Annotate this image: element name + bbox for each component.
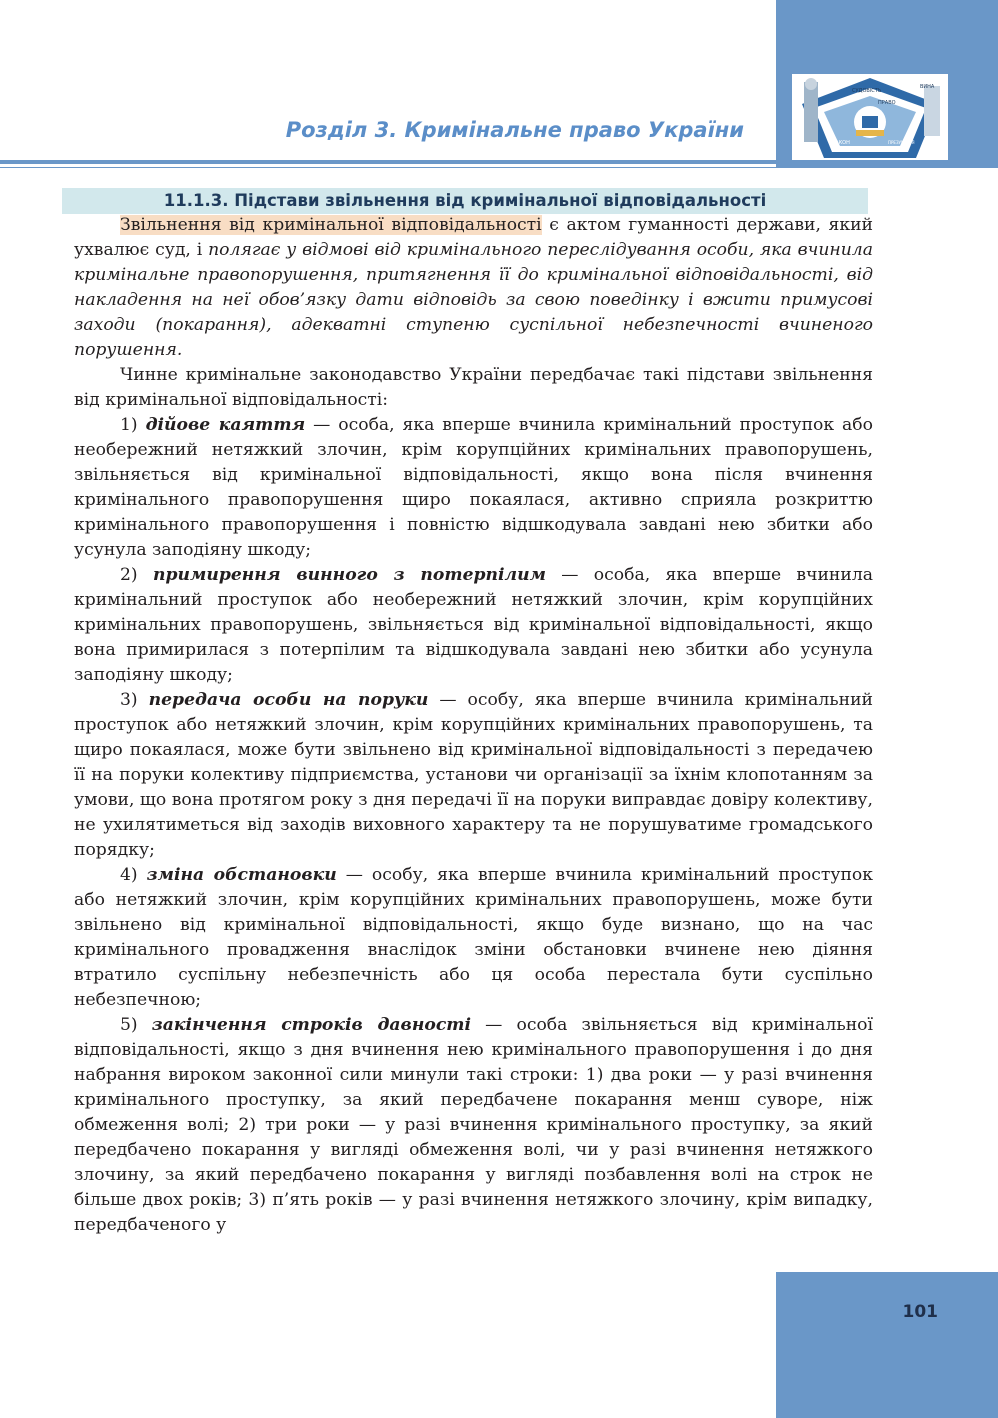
paragraph-text: є актом гуманності держави, який ухвалює суд, і (74, 215, 873, 260)
list-item-text: — особа, яка вперше вчинила кримінальний проступок або необережний нетяжкий злочин, крім корупційних кримінальних правопорушень, звільняється від кримінальної відповідальності, якщо вона примирилася з потерпілим та відшкодувала завдані нею збитки або усунула заподіяну шкоду; (74, 565, 873, 685)
list-item-number: 3) (120, 690, 149, 710)
list-item-number: 5) (120, 1015, 152, 1035)
list-item-text: — особу, яка вперше вчинила кримінальний проступок або нетяжкий злочин, крім корупційних кримінальних правопорушень, може бути звільнено від кримінальної відповідальності, якщо буде визнано, що на час кримінального провадження внаслідок зміни обстановки вчинене нею діяння втратило суспільну небезпечність або ця особа перестала бути суспільно небезпечною; (74, 865, 873, 1010)
logo-text: ВИНА (920, 84, 935, 90)
footer-side-bar (776, 1272, 998, 1418)
paragraph-intro: Чинне кримінальне законодавство України передбачає такі підстави звільнення від кримінальної відповідальності: (74, 365, 873, 410)
list-item-term: примирення винного з потерпілим (152, 565, 546, 585)
page-number: 101 (902, 1302, 938, 1322)
header-rule-thin (0, 167, 776, 168)
list-item (74, 863, 873, 1013)
list-item-number: 1) (120, 415, 146, 435)
highlighted-term: Звільнення від кримінальної відповідальності (120, 215, 542, 235)
chapter-title: Розділ 3. Кримінальне право України (285, 118, 744, 142)
list-item (74, 413, 873, 563)
list-item-text: — особа звільняється від кримінальної відповідальності, якщо з дня вчинення нею кримінального правопорушення і до дня набрання вироком законної сили минули такі строки: 1) два роки — у разі вчинення кримінального проступку, за який передбачене покарання менш суворе, ніж обмеження волі; 2) три роки — у разі вчинення кримінального проступку, за який передбачено покарання у вигляді обмеження волі, чи у разі вчинення нетяжкого злочину, за який передбачено покарання у вигляді позбавлення волі на строк не більше двох років; 3) п’ять років — у разі вчинення нетяжкого злочину, крім випадку, передбаченого у (74, 1015, 874, 1235)
list-item-text: — особу, яка вперше вчинила кримінальний проступок або нетяжкий злочин, крім корупційних кримінальних правопорушень, та щиро покаялася, може бути звільнено від кримінальної відповідальності з передачею її на поруки колективу підприємства, установи чи організації за їхнім клопотанням за умови, що вона протягом року з дня передачі її на поруки виправдає довіру колективу, не ухилятиметься від заходів виховного характеру та не порушуватиме громадського порядку; (74, 690, 873, 860)
section-heading: 11.1.3. Підстави звільнення від кримінальної відповідальності (62, 188, 868, 214)
list-item (74, 688, 873, 863)
law-emblem-icon (792, 74, 948, 160)
list-item-number: 4) (120, 865, 147, 885)
list-item-text: — особа, яка вперше вчинила кримінальний проступок або необережний нетяжкий злочин, крім корупційних кримінальних правопорушень, звільняється від кримінальної відповідальності, якщо вона після вчинення кримінального правопорушення щиро покаялася, активно сприяла розкриттю кримінального правопорушення і повністю відшкодувала завдані нею збитки або усунула заподіяну шкоду; (74, 415, 874, 560)
body-text (74, 213, 873, 1238)
list-item-number: 2) (120, 565, 153, 585)
list-item (74, 1013, 873, 1238)
list-item-term: дійове каяття (145, 415, 306, 435)
list-item-term: закінчення строків давності (151, 1015, 472, 1035)
logo-text: ЗАКОН (832, 140, 850, 146)
logo-text: ПРАВО (878, 100, 896, 106)
logo-text: ПРЕЗУМПЦІЯ (888, 140, 915, 145)
list-item-term: зміна обстановки (146, 865, 337, 885)
list-item (74, 563, 873, 688)
logo-text: СУДОВІСТЬ (852, 88, 882, 94)
paragraph-definition (74, 213, 873, 363)
list-item-term: передача особи на поруки (148, 690, 429, 710)
header-rule (0, 160, 776, 164)
paragraph-italic-text: полягає у відмові від кримінального переслідування особи, яка вчинила кримінальне правопорушення, притягнення її до кримінальної відповідальності, від накладення на неї обов’язку дати відповідь за свою поведінку і вжити примусові заходи (покарання), адекватні ступеню суспільної небезпечності вчиненого порушення. (74, 240, 873, 360)
